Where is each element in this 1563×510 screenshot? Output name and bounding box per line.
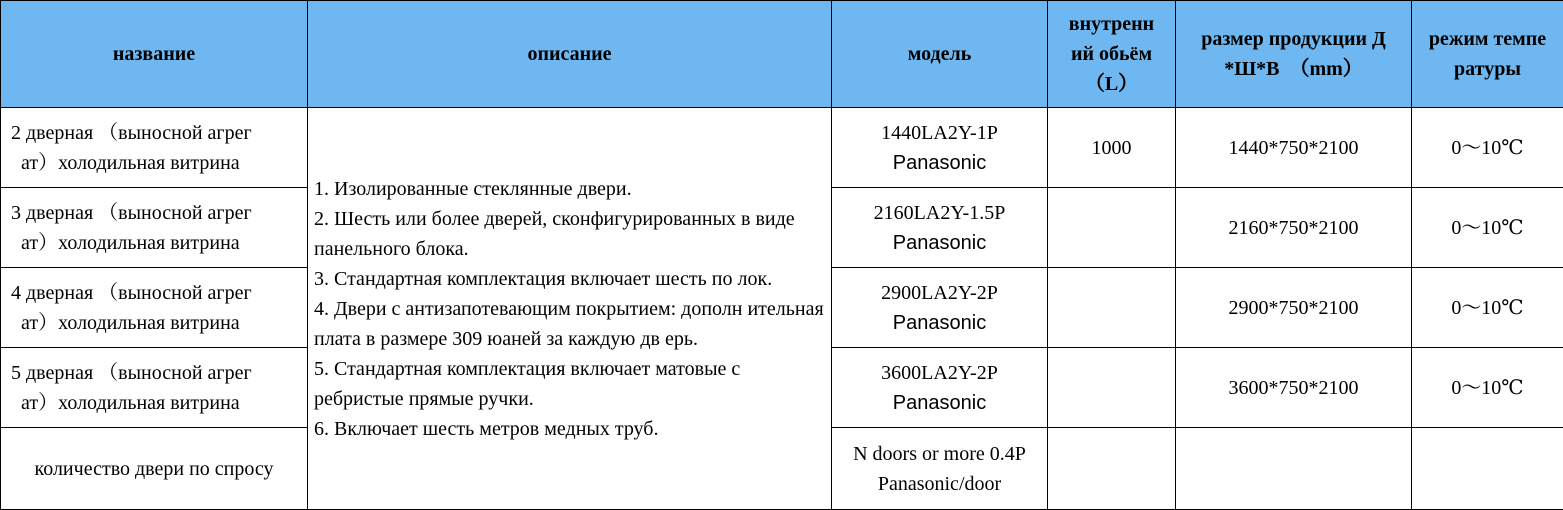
model-cell	[832, 348, 1048, 428]
header-volume-line3: （L）	[1052, 69, 1171, 99]
volume-cell	[1048, 188, 1176, 268]
header-volume-line2: ий обьём	[1052, 39, 1171, 69]
header-size-line1: размер продукции Д	[1180, 24, 1407, 54]
temperature-cell: 0～10℃	[1412, 268, 1563, 348]
product-name-line2: ат）холодильная витрина	[11, 228, 303, 258]
product-name-line2: ат）холодильная витрина	[11, 148, 303, 178]
size-cell: 1440*750*2100	[1176, 108, 1412, 188]
temperature-cell: 0～10℃	[1412, 108, 1563, 188]
header-model: модель	[832, 1, 1048, 108]
model-line1: 2160LA2Y-1.5P	[836, 198, 1043, 228]
volume-cell: 1000	[1048, 108, 1176, 188]
header-size	[1176, 1, 1412, 108]
model-brand: Panasonic	[836, 148, 1043, 178]
product-name-cell	[1, 108, 308, 188]
model-brand: Panasonic	[836, 308, 1043, 338]
model-line1: 3600LA2Y-2P	[836, 358, 1043, 388]
header-size-line2: *Ш*В （mm）	[1180, 54, 1407, 84]
header-temperature	[1412, 1, 1563, 108]
header-temperature-line1: режим темпе	[1416, 24, 1559, 54]
product-name-line1: 2 дверная （выносной агрег	[11, 118, 303, 148]
product-name-line1: 3 дверная （выносной агрег	[11, 198, 303, 228]
model-line1: 2900LA2Y-2P	[836, 278, 1043, 308]
model-brand: Panasonic	[836, 228, 1043, 258]
product-name-cell	[1, 268, 308, 348]
model-cell	[832, 428, 1048, 510]
table-row	[1, 108, 1563, 188]
header-volume-line1: внутренн	[1052, 9, 1171, 39]
header-description: описание	[308, 1, 832, 108]
volume-cell	[1048, 428, 1176, 510]
model-line1: 1440LA2Y-1P	[836, 118, 1043, 148]
model-brand: Panasonic	[836, 388, 1043, 418]
size-cell: 2900*750*2100	[1176, 268, 1412, 348]
volume-cell	[1048, 268, 1176, 348]
header-volume	[1048, 1, 1176, 108]
temperature-cell: 0～10℃	[1412, 188, 1563, 268]
volume-cell	[1048, 348, 1176, 428]
size-cell: 3600*750*2100	[1176, 348, 1412, 428]
product-name-line1: 4 дверная （выносной агрег	[11, 278, 303, 308]
model-cell	[832, 188, 1048, 268]
model-cell	[832, 268, 1048, 348]
size-cell	[1176, 428, 1412, 510]
product-name-line1: количество двери по спросу	[5, 454, 303, 484]
model-line2: Panasonic/door	[836, 469, 1043, 499]
temperature-cell	[1412, 428, 1563, 510]
product-name-cell	[1, 428, 308, 510]
product-name-line1: 5 дверная （выносной агрег	[11, 358, 303, 388]
model-cell	[832, 108, 1048, 188]
product-name-line2: ат）холодильная витрина	[11, 388, 303, 418]
product-name-cell	[1, 348, 308, 428]
header-name: название	[1, 1, 308, 108]
product-name-line2: ат）холодильная витрина	[11, 308, 303, 338]
model-line1: N doors or more 0.4P	[836, 439, 1043, 469]
header-temperature-line2: ратуры	[1416, 54, 1559, 84]
temperature-cell: 0～10℃	[1412, 348, 1563, 428]
product-name-cell	[1, 188, 308, 268]
header-row	[1, 1, 1563, 108]
size-cell: 2160*750*2100	[1176, 188, 1412, 268]
description-cell: 1. Изолированные стеклянные двери. 2. Шесть или более дверей, сконфигурированных в виде панельного блока. 3. Стандартная комплектация включает шесть по лок. 4. Двери с антизапотевающим покрытием: дополн ительная плата в размере 309 юаней за каждую дв ерь. 5. Стандартная комплектация включает матовые с ребристые прямые ручки. 6. Включает шесть метров медных труб.	[308, 108, 832, 510]
